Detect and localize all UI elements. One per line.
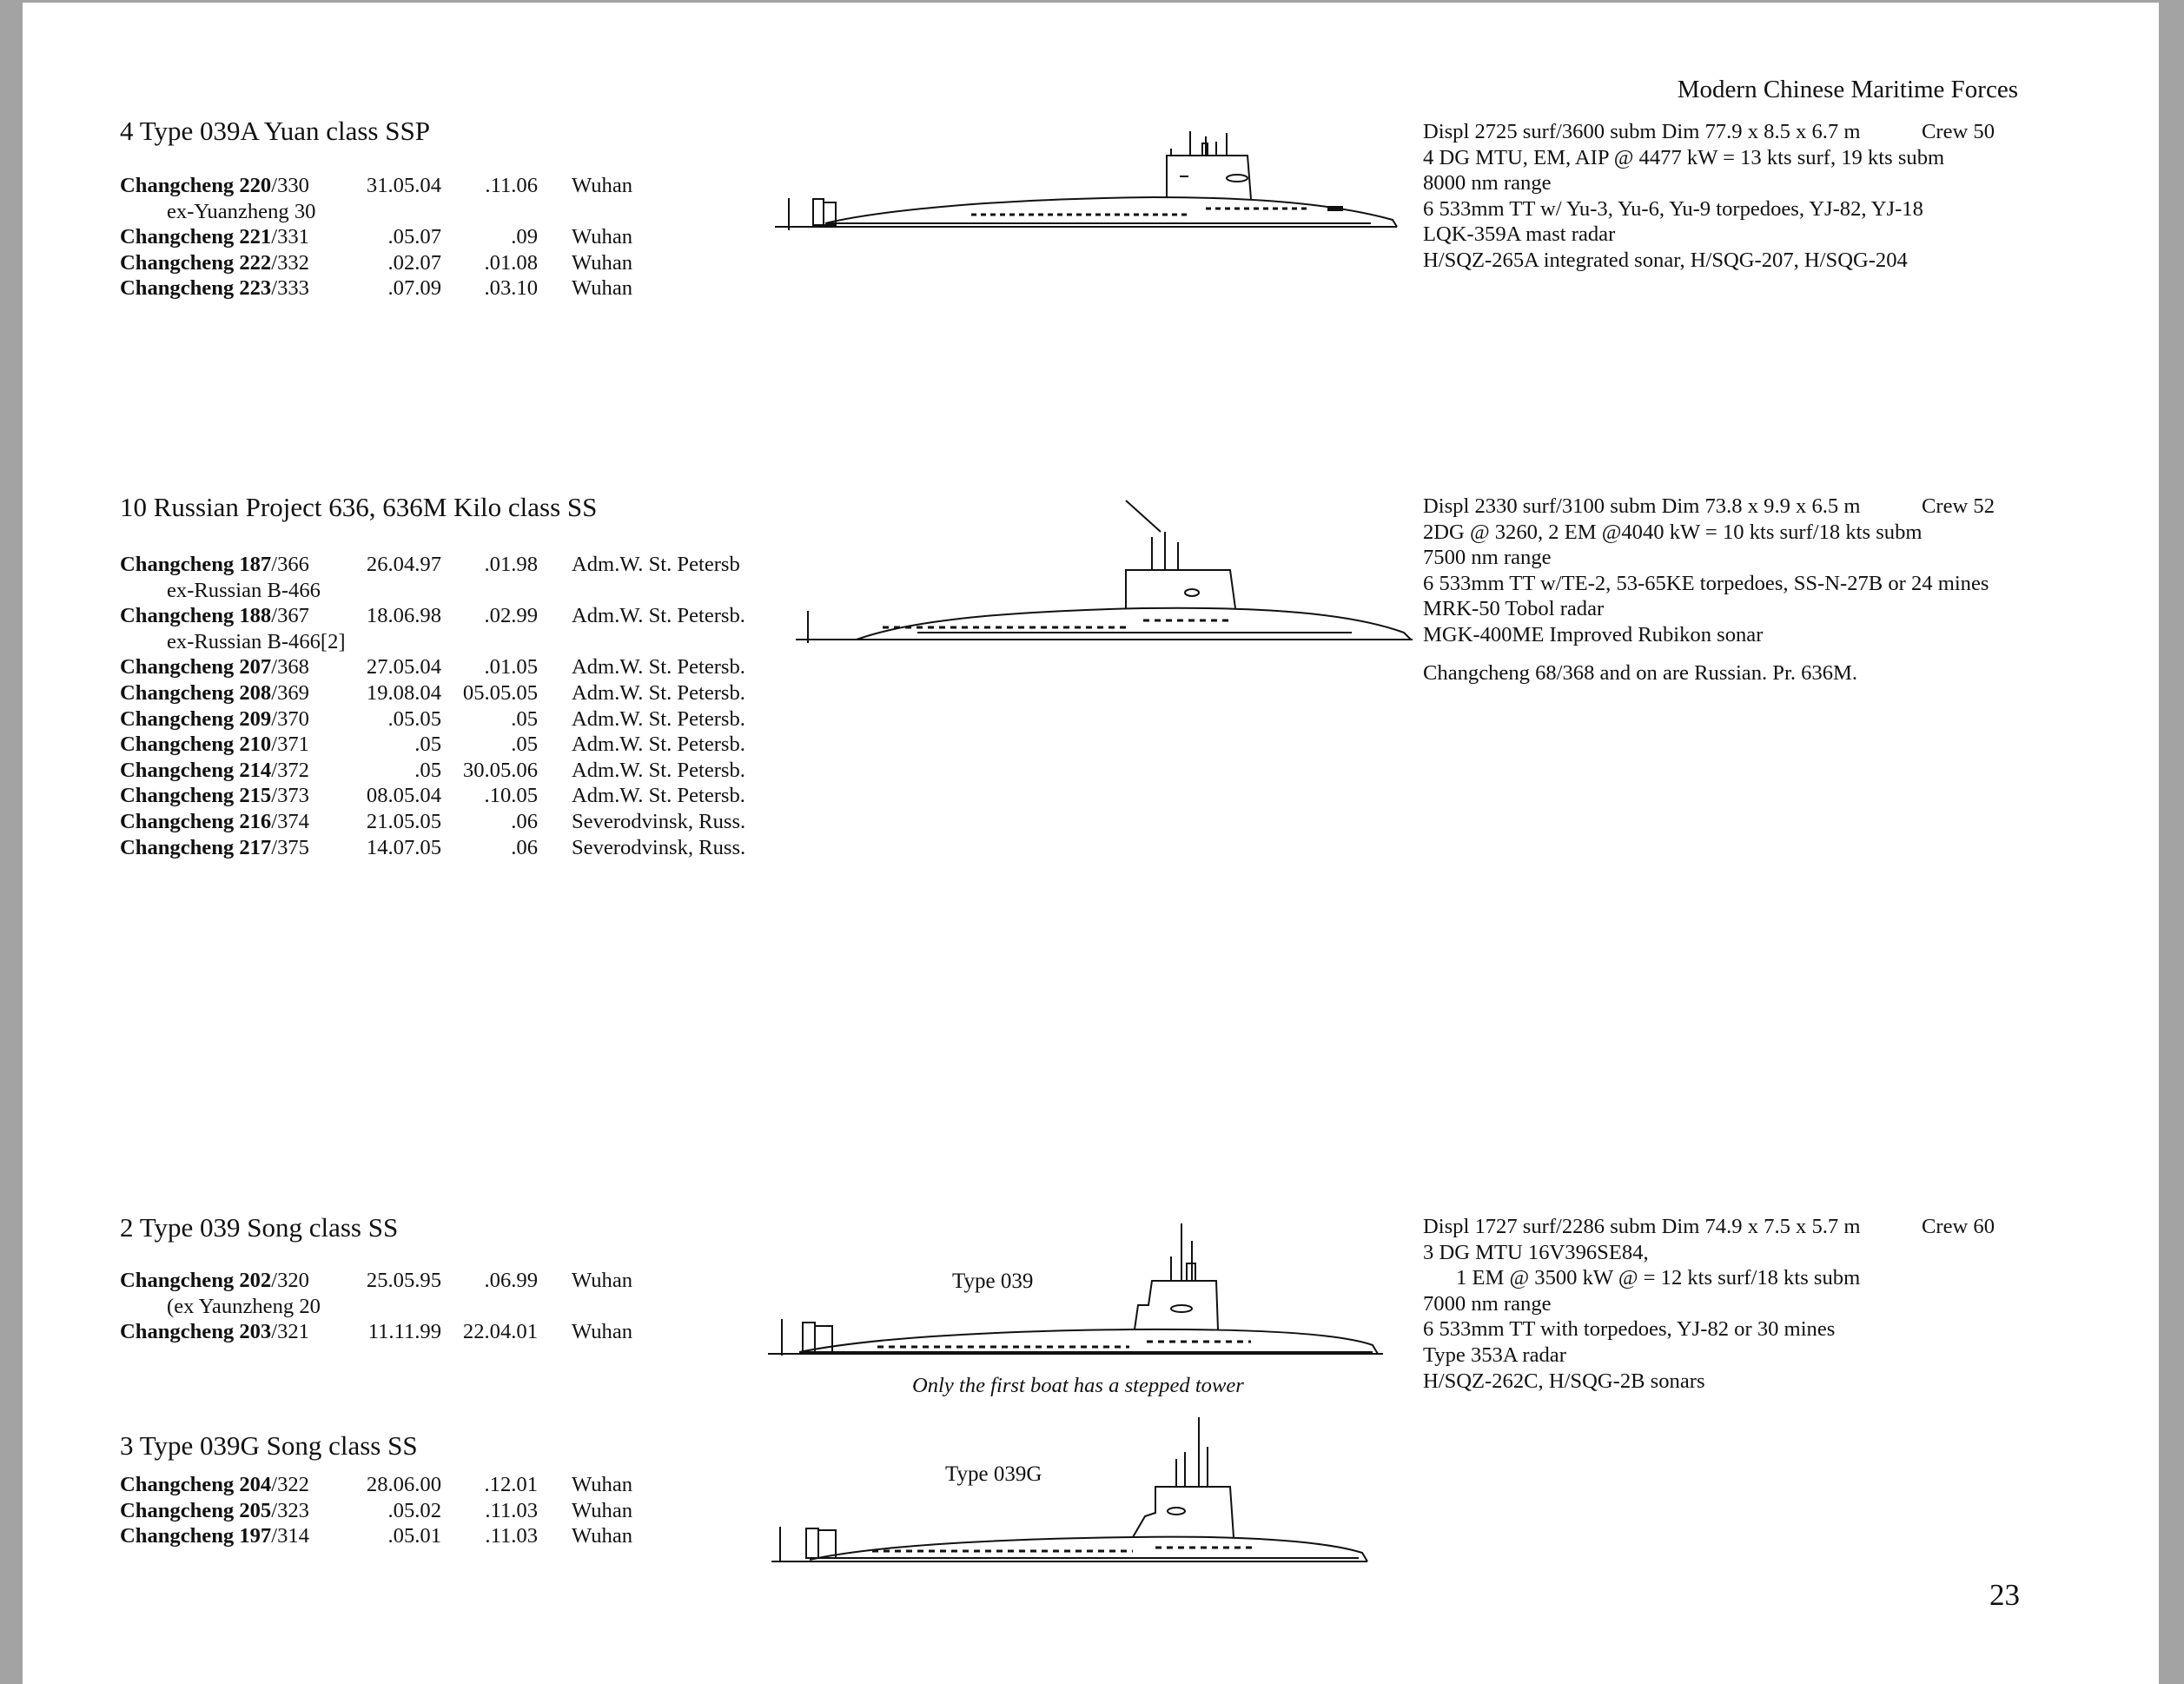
launch-date: .07.09 (387, 276, 441, 301)
spec-text: H/SQZ-265A integrated sonar, H/SQG-207, H/SQG-204 (1423, 248, 1908, 272)
ship-name-bold: Changcheng 203 (120, 1320, 272, 1344)
ship-pennant: /314 (271, 1524, 309, 1548)
ship-pennant: /321 (271, 1320, 309, 1344)
launch-date: 14.07.05 (366, 835, 441, 859)
shipyard: Wuhan (572, 1269, 633, 1292)
commission-date: 05.05.05 (462, 680, 538, 705)
ship-name-bold: Changcheng 187 (120, 553, 272, 576)
ship-name-bold: Changcheng 215 (120, 784, 272, 808)
spec-text: H/SQZ-262C, H/SQG-2B sonars (1423, 1369, 1705, 1393)
launch-date: .05.07 (387, 225, 441, 249)
launch-date: .05 (414, 758, 441, 782)
spec-line (1423, 596, 1989, 622)
ship-name (120, 1472, 309, 1498)
spec-text: 8000 nm range (1423, 171, 1552, 196)
launch-date: .02.07 (387, 250, 441, 275)
shipyard: Wuhan (572, 276, 633, 301)
spec-text: MGK-400ME Improved Rubikon sonar (1423, 622, 1764, 646)
commission-date: .09 (511, 225, 538, 249)
commission-date: .06 (511, 835, 538, 859)
launch-date: 08.05.04 (366, 784, 441, 808)
spec-line (1423, 571, 1989, 597)
spec-text: 3 DG MTU 16V396SE84, (1423, 1240, 1649, 1264)
ship-pennant: /331 (271, 225, 309, 249)
ship-name-bold: Changcheng 217 (120, 835, 272, 859)
ship-name (120, 654, 309, 680)
spec-text: 1 EM @ 3500 kW @ = 12 kts surf/18 kts subm (1456, 1266, 1861, 1290)
commission-date: .05 (511, 733, 538, 757)
ship-pennant: /332 (271, 250, 309, 275)
submarine-drawing-type-039g (768, 1412, 1376, 1568)
shipyard: Wuhan (572, 250, 633, 275)
launch-date: 28.06.00 (366, 1473, 441, 1496)
ship-pennant: /367 (271, 604, 309, 628)
drawing-label-type-039g: Type 039G (945, 1462, 1042, 1486)
page-number: 23 (1989, 1578, 2020, 1612)
spec-text: 6 533mm TT with torpedoes, YJ-82 or 30 mines (1423, 1317, 1836, 1342)
ship-pennant: /373 (271, 784, 309, 808)
shipyard: Wuhan (572, 174, 633, 197)
section-title-kilo: 10 Russian Project 636, 636M Kilo class SS (120, 492, 598, 522)
launch-date: 25.05.95 (366, 1269, 441, 1292)
ship-name (120, 680, 309, 706)
shipyard: Adm.W. St. Petersb. (572, 680, 745, 705)
spec-line (1423, 520, 1989, 546)
shipyard: Severodvinsk, Russ. (572, 809, 746, 833)
spec-text: Displ 1727 surf/2286 subm Dim 74.9 x 7.5 x 5.7 m (1423, 1215, 1861, 1238)
spec-line (1423, 1214, 1995, 1240)
shipyard: Adm.W. St. Petersb. (572, 758, 745, 782)
commission-date: 30.05.06 (462, 758, 538, 782)
section-title-type-039: 2 Type 039 Song class SS (120, 1212, 399, 1243)
shipyard: Wuhan (572, 1473, 633, 1496)
commission-date: .11.03 (485, 1498, 538, 1522)
former-name: (ex Yaunzheng 20 (167, 1294, 321, 1318)
ship-name-bold: Changcheng 222 (120, 250, 272, 275)
drawing-label-type-039: Type 039 (952, 1270, 1034, 1293)
spec-text: 6 533mm TT w/TE-2, 53-65KE torpedoes, SS-N-27B or 24 mines (1423, 571, 1989, 595)
launch-date: .05.01 (387, 1524, 441, 1548)
shipyard: Adm.W. St. Petersb. (572, 655, 745, 680)
ship-name (120, 809, 309, 835)
ship-name (120, 250, 309, 276)
ship-pennant: /369 (271, 680, 309, 705)
ship-name (120, 706, 309, 733)
ship-pennant: /320 (271, 1269, 309, 1292)
spec-line (1423, 196, 1944, 222)
commission-date: .03.10 (484, 276, 538, 301)
spec-line (1423, 222, 1944, 248)
launch-date: 31.05.04 (366, 174, 441, 197)
commission-date: .01.98 (484, 553, 538, 576)
crew-count: Crew 52 (1922, 494, 1995, 518)
ship-pennant: /366 (271, 553, 309, 576)
spec-line (1423, 1240, 1861, 1266)
launch-date: 11.11.99 (367, 1320, 441, 1344)
launch-date: 26.04.97 (366, 553, 441, 576)
section-title-type-039a: 4 Type 039A Yuan class SSP (120, 116, 430, 146)
specs-type-039 (1423, 1214, 1995, 1394)
submarine-drawing-type-039 (764, 1215, 1390, 1362)
ship-pennant: /375 (271, 835, 309, 859)
launch-date: .05.02 (387, 1498, 441, 1522)
spec-text: Type 353A radar (1423, 1343, 1566, 1367)
submarine-drawing-type-039a (771, 124, 1414, 237)
launch-date: 18.06.98 (366, 604, 441, 628)
shipyard: Wuhan (572, 225, 633, 249)
ship-name (120, 1498, 309, 1524)
former-name: ex-Yuanzheng 30 (167, 199, 316, 223)
drawing-caption-type-039: Only the first boat has a stepped tower (912, 1374, 1244, 1397)
ship-pennant: /323 (271, 1498, 309, 1522)
spec-line (1423, 1265, 1861, 1291)
shipyard: Adm.W. St. Petersb. (572, 604, 745, 628)
ship-name-bold: Changcheng 207 (120, 655, 272, 680)
commission-date: .11.06 (485, 174, 538, 197)
ship-pennant: /322 (271, 1473, 309, 1496)
launch-date: 21.05.05 (366, 809, 441, 833)
crew-count: Crew 50 (1922, 120, 1995, 143)
commission-date: .06.99 (484, 1269, 538, 1292)
ship-pennant: /370 (271, 706, 309, 731)
crew-count: Crew 60 (1922, 1215, 1995, 1238)
shipyard: Adm.W. St. Petersb. (572, 733, 745, 757)
commission-date: .05 (511, 706, 538, 731)
shipyard: Adm.W. St. Petersb (572, 553, 740, 576)
spec-line (1423, 622, 1989, 648)
ship-name-bold: Changcheng 221 (120, 225, 272, 249)
spec-line (1423, 170, 1944, 196)
ship-pennant: /333 (271, 276, 309, 301)
shipyard: Severodvinsk, Russ. (572, 835, 746, 859)
ship-name (120, 835, 309, 861)
shipyard: Wuhan (572, 1320, 633, 1344)
ship-name-bold: Changcheng 188 (120, 604, 272, 628)
ship-name (120, 603, 309, 629)
former-name: ex-Russian B-466 (167, 578, 321, 602)
ship-name-bold: Changcheng 204 (120, 1473, 272, 1496)
ship-name (120, 758, 309, 784)
ship-name (120, 783, 309, 809)
ship-pennant: /371 (271, 733, 309, 757)
ship-name (120, 1268, 309, 1294)
shipyard: Wuhan (572, 1524, 633, 1548)
spec-text: Displ 2330 surf/3100 subm Dim 73.8 x 9.9 x 6.5 m (1423, 494, 1861, 518)
launch-date: .05 (414, 733, 441, 757)
ship-pennant: /368 (271, 655, 309, 680)
ship-name-bold: Changcheng 209 (120, 706, 272, 731)
ship-name-bold: Changcheng 208 (120, 680, 272, 705)
spec-text: Displ 2725 surf/3600 subm Dim 77.9 x 8.5 x 6.7 m (1423, 120, 1861, 143)
spec-line (1423, 545, 1989, 571)
ship-pennant: /374 (271, 809, 309, 833)
ship-name-bold: Changcheng 202 (120, 1269, 272, 1292)
spec-text: 4 DG MTU, EM, AIP @ 4477 kW = 13 kts surf, 19 kts subm (1423, 145, 1945, 169)
commission-date: .11.03 (485, 1524, 538, 1548)
spec-text: 2DG @ 3260, 2 EM @4040 kW = 10 kts surf/18 kts subm (1423, 520, 1923, 544)
submarine-drawing-kilo (778, 494, 1421, 650)
spec-line (1423, 119, 1995, 145)
ship-name-bold: Changcheng 205 (120, 1498, 272, 1522)
ship-name-bold: Changcheng 223 (120, 276, 272, 301)
note-kilo: Changcheng 68/368 and on are Russian. Pr. 636M. (1423, 661, 1858, 685)
spec-text: MRK-50 Tobol radar (1423, 597, 1605, 621)
spec-text: 7000 nm range (1423, 1291, 1552, 1316)
spec-line (1423, 494, 1995, 520)
ship-name (120, 732, 309, 758)
ship-name (120, 1319, 309, 1345)
ship-pennant: /372 (271, 758, 309, 782)
running-head: Modern Chinese Maritime Forces (1677, 76, 2018, 103)
launch-date: 27.05.04 (366, 655, 441, 680)
launch-date: .05.05 (387, 706, 441, 731)
document-page (23, 3, 2159, 1684)
section-title-type-039g: 3 Type 039G Song class SS (120, 1430, 418, 1461)
spec-text: LQK-359A mast radar (1423, 222, 1616, 247)
spec-line (1423, 1316, 1861, 1343)
spec-line (1423, 248, 1944, 274)
commission-date: .10.05 (484, 784, 538, 808)
commission-date: .02.99 (484, 604, 538, 628)
shipyard: Adm.W. St. Petersb. (572, 784, 745, 808)
spec-text: 7500 nm range (1423, 546, 1552, 570)
ship-name (120, 275, 309, 302)
shipyard: Adm.W. St. Petersb. (572, 706, 745, 731)
former-name: ex-Russian B-466[2] (167, 629, 346, 653)
spec-line (1423, 145, 1944, 171)
ship-name-bold: Changcheng 216 (120, 809, 272, 833)
ship-name (120, 552, 309, 578)
ship-name-bold: Changcheng 220 (120, 174, 272, 197)
ship-name-bold: Changcheng 214 (120, 758, 272, 782)
ship-name (120, 173, 309, 199)
commission-date: .12.01 (484, 1473, 538, 1496)
ship-name (120, 1523, 309, 1549)
commission-date: .01.05 (484, 655, 538, 680)
ship-name-bold: Changcheng 197 (120, 1524, 272, 1548)
launch-date: 19.08.04 (366, 680, 441, 705)
spec-text: 6 533mm TT w/ Yu-3, Yu-6, Yu-9 torpedoes, YJ-82, YJ-18 (1423, 196, 1923, 221)
shipyard: Wuhan (572, 1498, 633, 1522)
specs-type-039a (1423, 119, 1995, 274)
spec-line (1423, 1343, 1861, 1369)
spec-line (1423, 1369, 1861, 1395)
commission-date: .06 (511, 809, 538, 833)
commission-date: 22.04.01 (462, 1320, 538, 1344)
ship-name (120, 224, 309, 250)
ship-name-bold: Changcheng 210 (120, 733, 272, 757)
spec-line (1423, 1291, 1861, 1317)
commission-date: .01.08 (484, 250, 538, 275)
specs-kilo (1423, 494, 1995, 648)
ship-pennant: /330 (271, 174, 309, 197)
